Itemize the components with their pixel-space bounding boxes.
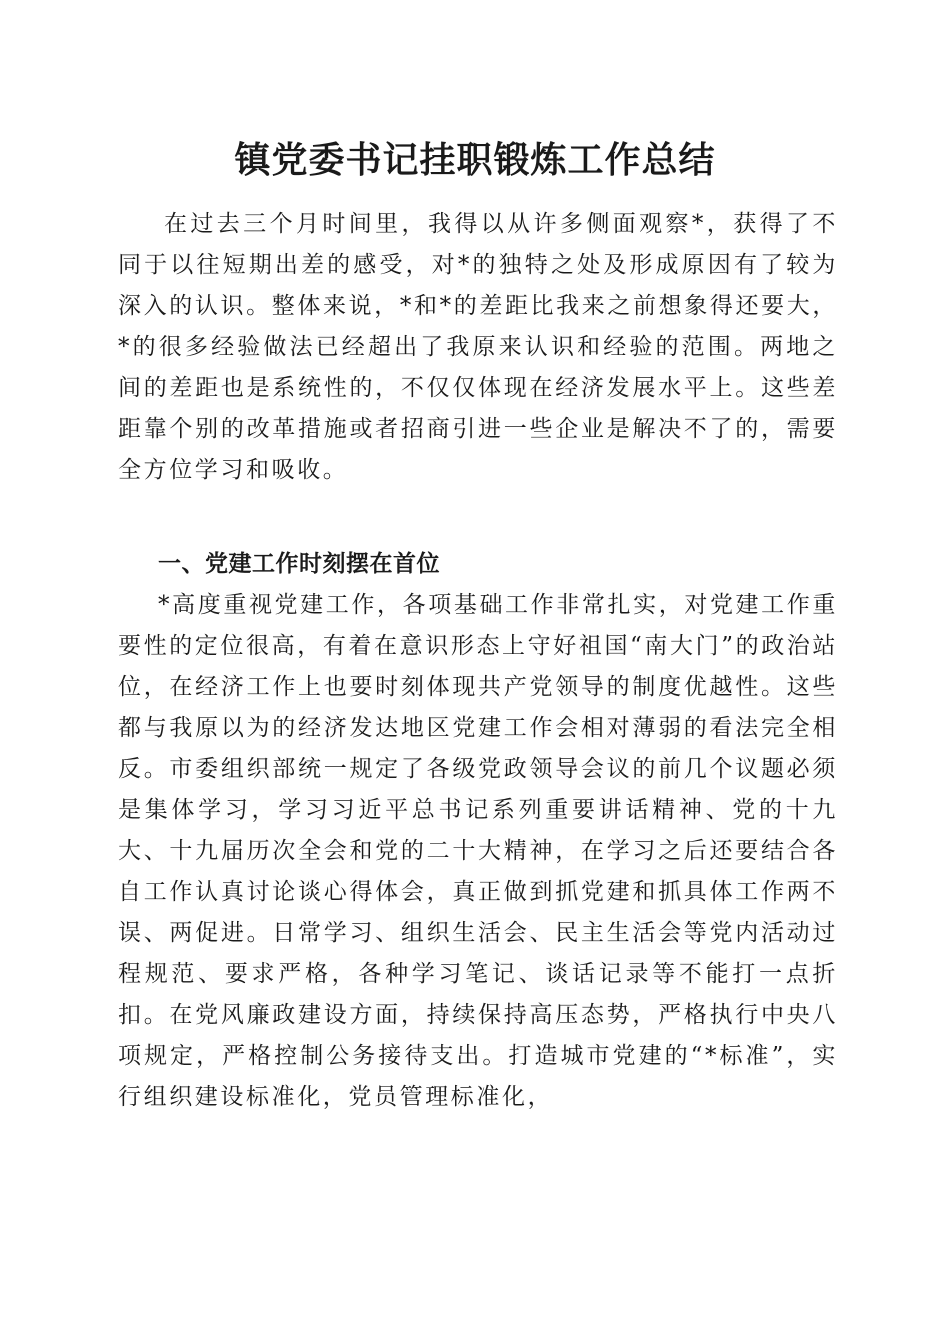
intro-paragraph: 在过去三个月时间里，我得以从许多侧面观察*，获得了不同于以往短期出差的感受，对*的独特之处及形成原因有了较为深入的认识。整体来说，*和*的差距比我来之前想象得还要大，*的很多经验做法已经超出了我原来认识和经验的范围。两地之间的差距也是系统性的，不仅仅体现在经济发展水平上。这些差距靠个别的改革措施或者招商引进一些企业是解决不了的，需要全方位学习和吸收。 — [118, 211, 838, 483]
party-building-paragraph: *高度重视党建工作，各项基础工作非常扎实，对党建工作重要性的定位很高，有着在意识形态上守好祖国“南大门”的政治站位，在经济工作上也要时刻体现共产党领导的制度优越性。这些都与我原以为的经济发达地区党建工作会相对薄弱的看法完全相反。市委组织部统一规定了各级党政领导会议的前几个议题必须是集体学习，学习习近平总书记系列重要讲话精神、党的十九大、十九届历次全会和党的二十大精神，在学习之后还要结合各自工作认真讨论谈心得体会，真正做到抓党建和抓具体工作两不误、两促进。日常学习、组织生活会、民主生活会等党内活动过程规范、要求严格，各种学习笔记、谈话记录等不能打一点折扣。在党风廉政建设方面，持续保持高压态势，严格执行中央八项规定，严格控制公务接待支出。打造城市党建的“*标准”，实行组织建设标准化，党员管理标准化， — [118, 592, 838, 1110]
document-title: 镇党委书记挂职锻炼工作总结 — [234, 139, 716, 181]
section-heading-party-building: 一、党建工作时刻摆在首位 — [158, 551, 440, 577]
